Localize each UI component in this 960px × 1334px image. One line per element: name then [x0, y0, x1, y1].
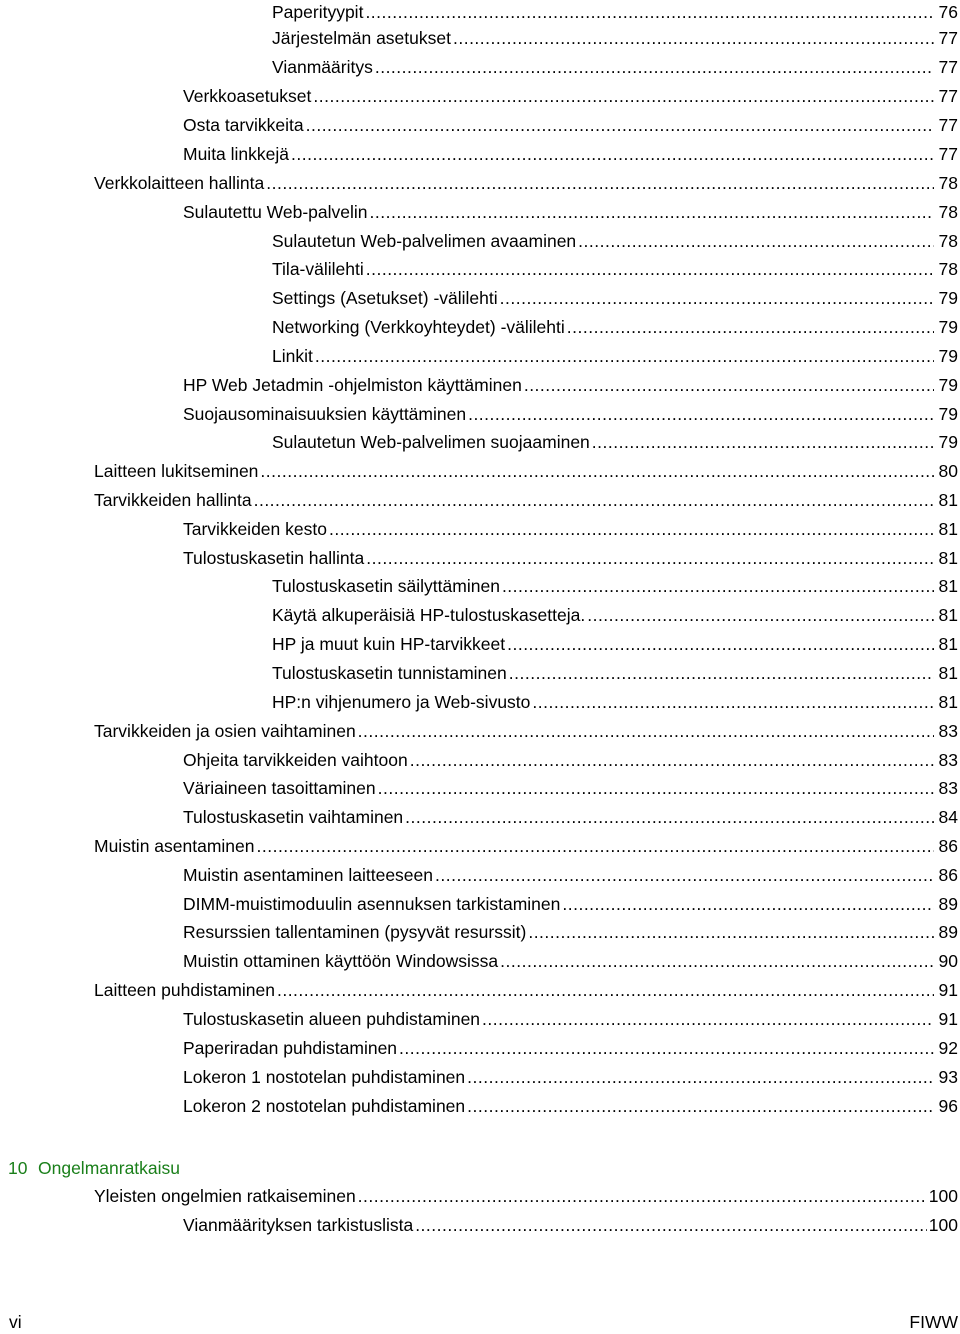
toc-entry-label: Väriaineen tasoittaminen — [183, 778, 376, 798]
toc-entry-label: Käytä alkuperäisiä HP-tulostuskasetteja. — [272, 605, 586, 625]
toc-entry-page: 89 — [938, 922, 958, 942]
toc-entry-page: 77 — [938, 115, 958, 135]
toc-entry-page: 79 — [938, 288, 958, 308]
toc-entry-page: 80 — [938, 461, 958, 481]
toc-entry-label: Lokeron 2 nostotelan puhdistaminen — [183, 1096, 466, 1116]
toc-leader — [306, 113, 934, 137]
toc-entry-page: 78 — [938, 173, 958, 193]
toc-entry-page: 76 — [938, 2, 958, 22]
toc-entry[interactable] — [183, 1213, 958, 1237]
toc-entry-page: 86 — [938, 836, 958, 856]
toc-entry-page: 79 — [938, 404, 958, 424]
toc-entry-label: Tulostuskasetin alueen puhdistaminen — [183, 1009, 481, 1029]
toc-leader — [500, 949, 934, 973]
toc-entry[interactable] — [183, 373, 958, 397]
toc-entry[interactable] — [272, 315, 958, 339]
toc-entry[interactable] — [183, 1036, 958, 1060]
toc-entry-label: HP ja muut kuin HP-tarvikkeet — [272, 634, 506, 654]
toc-entry-page: 77 — [938, 144, 958, 164]
toc-entry-page: 83 — [938, 721, 958, 741]
toc-entry-label: Tulostuskasetin hallinta — [183, 548, 365, 568]
toc-leader — [315, 344, 934, 368]
toc-leader — [366, 257, 934, 281]
toc-entry-page: 77 — [938, 57, 958, 77]
toc-entry[interactable] — [183, 546, 958, 570]
toc-entry[interactable] — [272, 690, 958, 714]
toc-entry[interactable] — [272, 0, 958, 24]
toc-leader — [370, 200, 934, 224]
toc-leader — [587, 603, 934, 627]
toc-leader — [378, 776, 934, 800]
toc-entry[interactable] — [183, 776, 958, 800]
toc-leader — [578, 229, 934, 253]
toc-entry-page: 81 — [938, 519, 958, 539]
toc-entry[interactable] — [183, 805, 958, 829]
toc-leader — [435, 863, 934, 887]
toc-entry[interactable] — [183, 1065, 958, 1089]
toc-leader — [375, 55, 934, 79]
toc-entry-label: Sulautetun Web-palvelimen avaaminen — [272, 231, 577, 251]
toc-entry-page: 83 — [938, 750, 958, 770]
toc-entry-label: Paperityypit — [272, 2, 364, 22]
toc-entry-label: Sulautetun Web-palvelimen suojaaminen — [272, 432, 590, 452]
toc-entry[interactable] — [272, 344, 958, 368]
toc-entry-label: Verkkolaitteen hallinta — [94, 173, 265, 193]
toc-leader — [500, 286, 934, 310]
toc-leader — [254, 488, 934, 512]
toc-entry-page: 90 — [938, 951, 958, 971]
toc-entry[interactable] — [94, 978, 958, 1002]
toc-entry-label: Tulostuskasetin tunnistaminen — [272, 663, 507, 683]
toc-entry-page: 78 — [938, 259, 958, 279]
toc-entry-label: Tila-välilehti — [272, 259, 364, 279]
footer-language-code: FIWW — [909, 1312, 958, 1332]
toc-entry-label: Vianmääritys — [272, 57, 373, 77]
chapter-number: 10 — [8, 1158, 28, 1178]
toc-entry[interactable] — [183, 863, 958, 887]
toc-entry-label: Muistin ottaminen käyttöön Windowsissa — [183, 951, 499, 971]
toc-leader — [358, 719, 934, 743]
toc-leader — [266, 171, 934, 195]
toc-entry-page: 91 — [938, 980, 958, 1000]
toc-entry-label: Tulostuskasetin vaihtaminen — [183, 807, 404, 827]
toc-entry[interactable] — [272, 257, 958, 281]
toc-entry-page: 92 — [938, 1038, 958, 1058]
toc-leader — [405, 805, 934, 829]
toc-entry-label: Yleisten ongelmien ratkaiseminen — [94, 1186, 356, 1206]
toc-entry-page: 81 — [938, 548, 958, 568]
toc-leader — [482, 1007, 934, 1031]
toc-entry[interactable] — [272, 229, 958, 253]
toc-leader — [532, 690, 934, 714]
toc-entry-page: 93 — [938, 1067, 958, 1087]
toc-entry-label: Järjestelmän asetukset — [272, 28, 451, 48]
toc-leader — [257, 834, 935, 858]
toc-entry-label: Resurssien tallentaminen (pysyvät resurssit) — [183, 922, 527, 942]
toc-entry-page: 91 — [938, 1009, 958, 1029]
toc-leader — [467, 1065, 934, 1089]
toc-entry-page: 81 — [938, 663, 958, 683]
toc-entry-page: 77 — [938, 28, 958, 48]
toc-leader — [509, 661, 934, 685]
toc-leader — [467, 1094, 934, 1118]
toc-leader — [358, 1184, 927, 1208]
toc-entry[interactable] — [183, 748, 958, 772]
toc-entry-label: HP:n vihjenumero ja Web-sivusto — [272, 692, 531, 712]
toc-entry-page: 77 — [938, 86, 958, 106]
toc-entry-page: 79 — [938, 432, 958, 452]
toc-leader — [260, 459, 934, 483]
toc-entry-page: 83 — [938, 778, 958, 798]
toc-leader — [507, 632, 934, 656]
toc-entry-label: Networking (Verkkoyhteydet) -välilehti — [272, 317, 565, 337]
toc-entry[interactable] — [183, 892, 958, 916]
toc-entry-page: 79 — [938, 317, 958, 337]
toc-entry[interactable] — [183, 920, 958, 944]
toc-leader — [399, 1036, 934, 1060]
toc-entry-label: Verkkoasetukset — [183, 86, 312, 106]
toc-entry[interactable] — [183, 142, 958, 166]
toc-entry[interactable] — [94, 719, 958, 743]
toc-entry[interactable] — [272, 430, 958, 454]
toc-entry[interactable] — [94, 459, 958, 483]
toc-entry[interactable] — [272, 26, 958, 50]
toc-entry-label: Vianmäärityksen tarkistuslista — [183, 1215, 414, 1235]
toc-entry-page: 78 — [938, 202, 958, 222]
toc-leader — [567, 315, 934, 339]
toc-leader — [291, 142, 934, 166]
toc-entry[interactable] — [272, 632, 958, 656]
toc-entry-page: 81 — [938, 490, 958, 510]
toc-entry[interactable] — [183, 113, 958, 137]
toc-leader — [562, 892, 934, 916]
toc-entry[interactable] — [272, 661, 958, 685]
toc-leader — [277, 978, 934, 1002]
toc-entry-label: Tarvikkeiden ja osien vaihtaminen — [94, 721, 356, 741]
toc-leader — [453, 26, 934, 50]
chapter-title: Ongelmanratkaisu — [38, 1158, 181, 1178]
toc-entry-page: 100 — [928, 1186, 958, 1206]
toc-leader — [410, 748, 934, 772]
footer-page-number: vi — [9, 1312, 22, 1332]
toc-entry-page: 96 — [938, 1096, 958, 1116]
toc-entry-page: 79 — [938, 375, 958, 395]
toc-leader — [415, 1213, 927, 1237]
toc-entry[interactable] — [183, 402, 958, 426]
toc-entry[interactable] — [272, 286, 958, 310]
toc-entry-label: Tarvikkeiden kesto — [183, 519, 327, 539]
toc-leader — [592, 430, 934, 454]
toc-entry-page: 86 — [938, 865, 958, 885]
toc-entry-label: Laitteen lukitseminen — [94, 461, 259, 481]
toc-entry-page: 81 — [938, 605, 958, 625]
toc-leader — [313, 84, 934, 108]
toc-entry[interactable] — [94, 488, 958, 512]
toc-entry[interactable] — [183, 200, 958, 224]
toc-leader — [502, 574, 934, 598]
toc-entry-label: Muistin asentaminen laitteeseen — [183, 865, 434, 885]
toc-entry[interactable] — [94, 834, 958, 858]
toc-leader — [524, 373, 934, 397]
toc-entry[interactable] — [183, 1007, 958, 1031]
toc-entry-label: Paperiradan puhdistaminen — [183, 1038, 398, 1058]
toc-leader — [366, 546, 934, 570]
toc-entry-label: Lokeron 1 nostotelan puhdistaminen — [183, 1067, 466, 1087]
toc-entry-page: 81 — [938, 634, 958, 654]
toc-entry-page: 84 — [938, 807, 958, 827]
toc-entry-label: Tarvikkeiden hallinta — [94, 490, 252, 510]
toc-entry-label: Osta tarvikkeita — [183, 115, 304, 135]
toc-entry[interactable] — [183, 517, 958, 541]
toc-entry-label: Sulautettu Web-palvelin — [183, 202, 368, 222]
toc-entry[interactable] — [183, 949, 958, 973]
toc-entry-label: Tulostuskasetin säilyttäminen — [272, 576, 500, 596]
toc-entry[interactable] — [94, 171, 958, 195]
toc-leader — [468, 402, 934, 426]
toc-leader — [365, 0, 934, 24]
toc-entry-label: Settings (Asetukset) -välilehti — [272, 288, 498, 308]
toc-entry-label: Ohjeita tarvikkeiden vaihtoon — [183, 750, 408, 770]
toc-entry-label: HP Web Jetadmin -ohjelmiston käyttäminen — [183, 375, 522, 395]
toc-entry-label: Linkit — [272, 346, 313, 366]
toc-entry-page: 89 — [938, 894, 958, 914]
toc-entry-label: Muita linkkejä — [183, 144, 290, 164]
toc-entry-page: 100 — [928, 1215, 958, 1235]
toc-entry-page: 81 — [938, 576, 958, 596]
toc-entry[interactable] — [183, 1094, 958, 1118]
toc-entry-page: 78 — [938, 231, 958, 251]
toc-leader — [528, 920, 934, 944]
toc-entry-label: Muistin asentaminen — [94, 836, 255, 856]
toc-leader — [329, 517, 934, 541]
toc-entry-label: Suojausominaisuuksien käyttäminen — [183, 404, 467, 424]
toc-entry[interactable] — [94, 1184, 958, 1208]
toc-entry[interactable] — [272, 55, 958, 79]
toc-entry[interactable] — [183, 84, 958, 108]
toc-entry-page: 81 — [938, 692, 958, 712]
chapter-heading[interactable] — [8, 1155, 180, 1181]
toc-entry-label: DIMM-muistimoduulin asennuksen tarkistaminen — [183, 894, 561, 914]
toc-entry-page: 79 — [938, 346, 958, 366]
toc-entry[interactable] — [272, 603, 958, 627]
toc-entry-label: Laitteen puhdistaminen — [94, 980, 275, 1000]
toc-entry[interactable] — [272, 574, 958, 598]
